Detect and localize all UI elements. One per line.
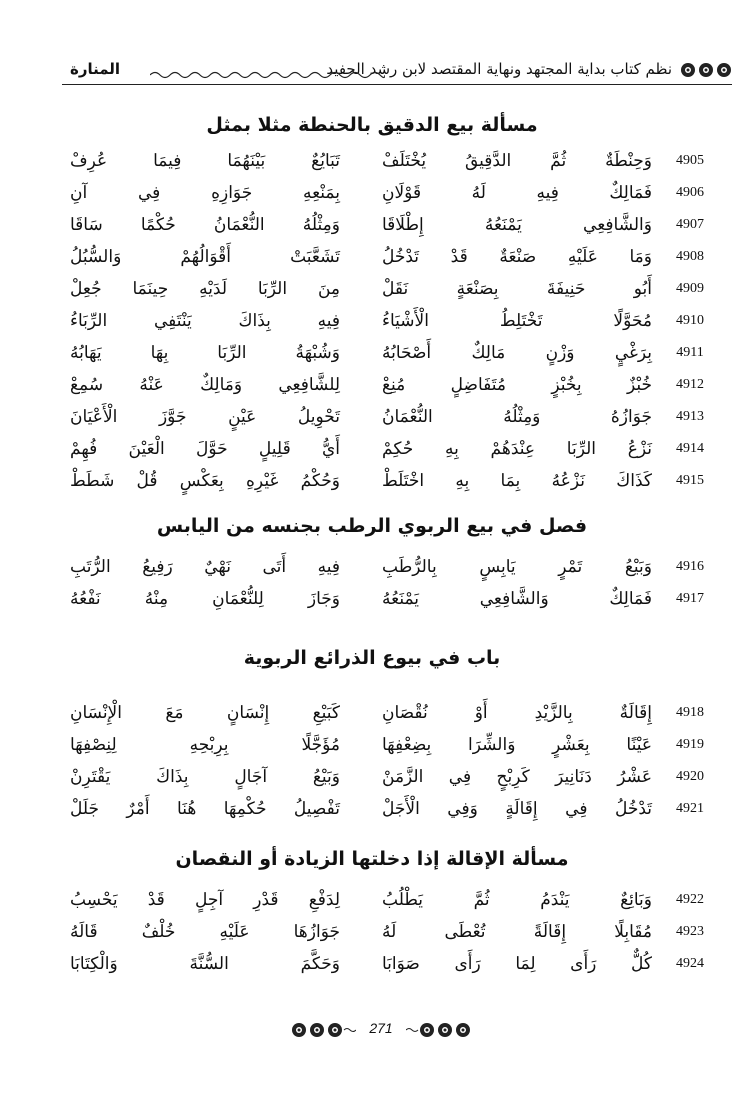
verse-first-hemistich: نَزْعُ الرِّبَا عِنْدَهُمْ بِهِ حُكِمْ <box>382 439 652 459</box>
verse-first-hemistich: وَبَائِعٌ يَنْدَمُ ثُمَّ يَطْلُبُ <box>382 890 652 910</box>
verse-second-hemistich: تَحْوِيلُ عَيْنٍ جَوَّزَ الْأَعْيَانَ <box>70 407 340 427</box>
verse-row <box>70 922 720 952</box>
footer-ornament-right-icon <box>406 1022 472 1038</box>
verse-row <box>70 151 720 181</box>
section-heading: فصل في بيع الربوي الرطب بجنسه من اليابس <box>156 515 588 537</box>
header-ornament-icon <box>680 62 734 78</box>
section-heading: مسألة الإقالة إذا دخلتها الزيادة أو النقصان <box>175 848 569 870</box>
verse-row <box>70 183 720 213</box>
verse-row <box>70 799 720 829</box>
verse-first-hemistich: خُبْزٌ بِخُبْزٍ مُتَفَاضِلٍ مُنِعْ <box>382 375 652 395</box>
verse-second-hemistich: فِيهِ بِذَاكَ يَنْتَفِي الرِّبَاءُ <box>70 311 340 331</box>
verse-number: 4914 <box>676 441 704 456</box>
verse-number: 4918 <box>676 705 704 720</box>
verse-row <box>70 407 720 437</box>
verse-row <box>70 589 720 619</box>
verse-number: 4915 <box>676 473 704 488</box>
verse-second-hemistich: وَحُكْمُ غَيْرِهِ بِعَكْسٍ قُلْ شَطَطْ <box>70 471 340 491</box>
verse-second-hemistich: لِلشَّافِعِي وَمَالِكٌ عَنْهُ سُمِعْ <box>70 375 340 395</box>
verse-row <box>70 471 720 501</box>
verse-number: 4921 <box>676 801 704 816</box>
section-heading: باب في بيوع الذرائع الربوية <box>243 647 501 669</box>
verse-row <box>70 735 720 765</box>
verse-row <box>70 557 720 587</box>
verse-number: 4907 <box>676 217 704 232</box>
verse-number: 4906 <box>676 185 704 200</box>
verse-first-hemistich: تَدْخُلُ فِي إِقَالَةٍ وَفِي الْأَجَلْ <box>382 799 652 819</box>
verse-second-hemistich: لِدَفْعِ قَدْرِ آجِلٍ قَدْ يَحْسِبُ <box>70 890 340 910</box>
verse-first-hemistich: كُلٌّ رَأَى لِمَا رَأَى صَوَابَا <box>382 954 652 974</box>
verse-second-hemistich: كَبَيْعِ إِنْسَانٍ مَعَ الْإِنْسَانِ <box>70 703 340 723</box>
verse-row <box>70 279 720 309</box>
verse-number: 4909 <box>676 281 704 296</box>
verse-first-hemistich: أَبُو حَنِيفَةَ بِصَنْعَةٍ نَقَلْ <box>382 279 652 299</box>
verse-first-hemistich: مُقَابِلًا إِقَالَةً تُعْطَى لَهُ <box>382 922 652 942</box>
verse-number: 4922 <box>676 892 704 907</box>
page-number: 271 <box>369 1020 393 1036</box>
verse-second-hemistich: مُؤَجَّلًا بِرِبْحِهِ لِنِصْفِهَا <box>70 735 340 755</box>
verse-second-hemistich: جَوَازُهَا عَلَيْهِ خُلْفٌ قَالَهُ <box>70 922 340 942</box>
verse-row <box>70 954 720 984</box>
verse-first-hemistich: وَحِنْطَةٌ ثُمَّ الدَّقِيقُ يُخْتَلَفْ <box>382 151 652 171</box>
verse-row <box>70 439 720 469</box>
verse-second-hemistich: وَحَكَّمَ السُّنَّةَ وَالْكِتَابَا <box>70 954 340 974</box>
verse-first-hemistich: وَالشَّافِعِي يَمْنَعُهُ إِطْلَاقَا <box>382 215 652 235</box>
verse-number: 4912 <box>676 377 704 392</box>
verse-second-hemistich: وَبَيْعُ آجَالٍ بِذَاكَ يَقْتَرِنْ <box>70 767 340 787</box>
verse-number: 4919 <box>676 737 704 752</box>
verse-second-hemistich: أَيُّ قَلِيلٍ حَوَّلَ الْعَيْنَ فُهِمْ <box>70 439 340 459</box>
header-wave-decoration <box>150 70 385 80</box>
verse-number: 4913 <box>676 409 704 424</box>
verse-first-hemistich: عَيْنًا بِعَشْرٍ وَالشِّرَا بِضِعْفِهَا <box>382 735 652 755</box>
verse-number: 4920 <box>676 769 704 784</box>
verse-number: 4924 <box>676 956 704 971</box>
verse-row <box>70 703 720 733</box>
verse-row <box>70 247 720 277</box>
verse-first-hemistich: وَمَا عَلَيْهِ صَنْعَةٌ قَدْ تَدْخُلُ <box>382 247 652 267</box>
verse-second-hemistich: تَبَايُعٌ بَيْنَهُمَا فِيمَا عُرِفْ <box>70 151 340 171</box>
verse-number: 4910 <box>676 313 704 328</box>
verse-number: 4905 <box>676 153 704 168</box>
verse-second-hemistich: بِمَنْعِهِ جَوَازِهِ فِي آنِ <box>70 183 340 203</box>
verse-second-hemistich: تَفْصِيلُ حُكْمِهَا هُنَا أَمْرٌ جَلَلْ <box>70 799 340 819</box>
verse-first-hemistich: كَذَاكَ نَزْعُهُ بِمَا بِهِ اخْتَلَطْ <box>382 471 652 491</box>
running-header <box>0 56 744 90</box>
verse-first-hemistich: مُحَوَّلًا تَخْتَلِطُ الْأَشْيَاءُ <box>382 311 652 331</box>
verse-second-hemistich: فِيهِ أَتَى نَهْيٌ رَفِيعُ الرُّتَبِ <box>70 557 340 577</box>
verse-number: 4911 <box>676 345 704 360</box>
verse-second-hemistich: وَجَازَ لِلنُّعْمَانِ مِنْهُ نَفْعُهُ <box>70 589 340 609</box>
verse-second-hemistich: وَمِثْلُهُ النُّعْمَانُ حُكْمًا سَاقَا <box>70 215 340 235</box>
verse-row <box>70 890 720 920</box>
verse-row <box>70 375 720 405</box>
verse-row <box>70 767 720 797</box>
verse-first-hemistich: فَمَالِكٌ فِيهِ لَهُ قَوْلَانِ <box>382 183 652 203</box>
verse-first-hemistich: فَمَالِكٌ وَالشَّافِعِي يَمْنَعُهُ <box>382 589 652 609</box>
verse-second-hemistich: تَشَعَّبَتْ أَقْوَالُهُمْ وَالسُّبُلُ <box>70 247 340 267</box>
verse-first-hemistich: إِقَالَةٌ بِالزَّيْدِ أَوْ نُقْصَانِ <box>382 703 652 723</box>
verse-number: 4923 <box>676 924 704 939</box>
verse-first-hemistich: وَبَيْعُ تَمْرٍ يَابِسٍ بِالرُّطَبِ <box>382 557 652 577</box>
footer-ornament-left-icon <box>290 1022 356 1038</box>
verse-row <box>70 311 720 341</box>
verse-number: 4916 <box>676 559 704 574</box>
verse-second-hemistich: وَشُبْهَةُ الرِّبَا بِهَا يَهَابُهُ <box>70 343 340 363</box>
verse-first-hemistich: بِرَغْيٍ وَزْنٍ مَالِكٌ أَصْحَابُهُ <box>382 343 652 363</box>
verse-number: 4908 <box>676 249 704 264</box>
verse-number: 4917 <box>676 591 704 606</box>
verse-first-hemistich: جَوَازُهُ وَمِثْلُهُ النُّعْمَانُ <box>382 407 652 427</box>
verse-row <box>70 343 720 373</box>
verse-second-hemistich: مِنَ الرِّبَا لَدَيْهِ حِينَمَا جُعِلْ <box>70 279 340 299</box>
header-rule <box>62 84 732 85</box>
verse-first-hemistich: عَشْرُ دَنَانِيرَ كَرِبْحٍ فِي الزَّمَنْ <box>382 767 652 787</box>
book-title: نظم كتاب بداية المجتهد ونهاية المقتصد لابن رشد الحفيد <box>326 60 672 78</box>
verse-row <box>70 215 720 245</box>
page-footer <box>0 1018 744 1042</box>
publisher-name: المنارة <box>70 60 121 78</box>
section-heading: مسألة بيع الدقيق بالحنطة مثلا بمثل <box>206 114 538 136</box>
